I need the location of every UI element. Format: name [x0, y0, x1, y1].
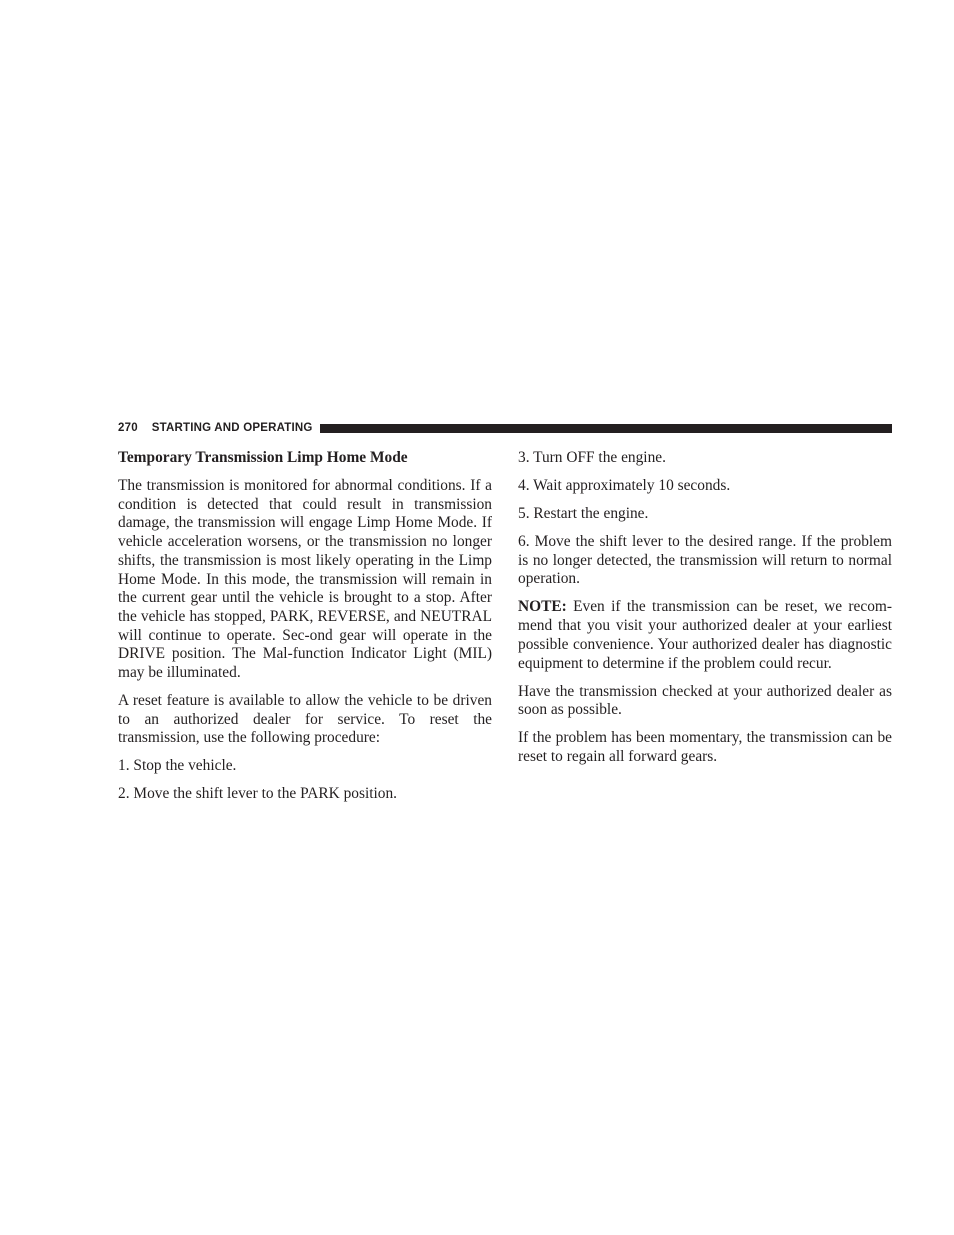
- procedure-step-2: 2. Move the shift lever to the PARK position.: [118, 785, 398, 803]
- procedure-step-5: 5. Restart the engine.: [518, 505, 649, 522]
- page-number: 270: [118, 422, 138, 434]
- limp-mode-description: The transmission is monitored for abnormal conditions. If a condition is detected that could result in transmission damage, the transmission will engage Limp Home Mode. If vehicle acceleration worsens, or the transmission no longer shifts, the transmission is most likely operating in the Limp Home Mode. In this mode, the transmission will remain in the current gear until the vehicle is brought to a stop. After the vehicle has stopped, PARK, REVERSE, and NEUTRAL will continue to operate. Sec-ond gear will operate in the DRIVE position. The Mal-function Indicator Light (MIL) may be illuminated.: [118, 477, 492, 682]
- right-column: [518, 449, 892, 776]
- note-paragraph: [518, 598, 892, 673]
- momentary-problem-paragraph: If the problem has been momentary, the transmission can be reset to regain all forward gears.: [518, 729, 892, 765]
- procedure-step-4: 4. Wait approximately 10 seconds.: [518, 477, 731, 494]
- note-label: NOTE:: [518, 598, 567, 616]
- note-text: Even if the transmission can be reset, we recom-mend that you visit your authorized dealer at your earliest possible convenience. Your authorized dealer has diagnostic equipment to determine if the problem could recur.: [518, 598, 892, 672]
- dealer-check-paragraph: Have the transmission checked at your authorized dealer as soon as possible.: [518, 682, 892, 719]
- header-rule: [320, 424, 892, 433]
- left-column: [118, 449, 492, 813]
- section-heading: Temporary Transmission Limp Home Mode: [118, 449, 408, 466]
- reset-feature-intro: A reset feature is available to allow the vehicle to be driven to an authorized dealer for service. To reset the transmission, use the following procedure:: [118, 692, 492, 747]
- procedure-step-3: 3. Turn OFF the engine.: [518, 449, 666, 466]
- page-header: [118, 420, 892, 436]
- procedure-step-6: 6. Move the shift lever to the desired range. If the problem is no longer detected, the transmission will return to normal operation.: [518, 533, 892, 588]
- section-title: STARTING AND OPERATING: [151, 422, 313, 434]
- procedure-step-1: 1. Stop the vehicle.: [118, 757, 237, 775]
